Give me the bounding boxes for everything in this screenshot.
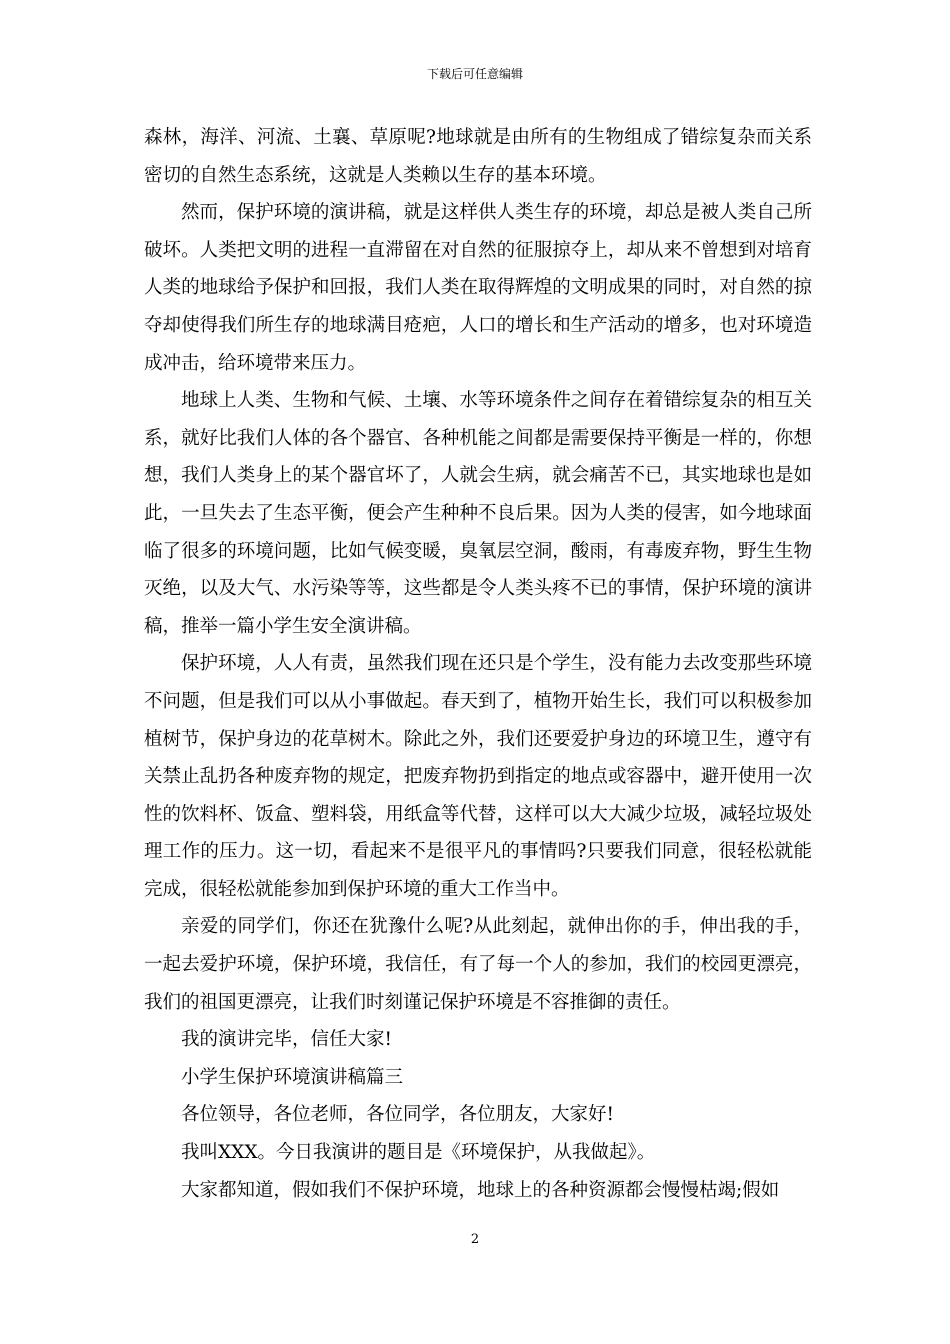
section-heading: 小学生保护环境演讲稿篇三 [181, 1066, 404, 1088]
greeting: 各位领导，各位老师，各位同学，各位朋友，大家好! [181, 1104, 614, 1126]
header-text: 下载后可任意编辑 [426, 67, 523, 81]
paragraph: 然而，保护环境的演讲稿，就是这样供人类生存的环境，却总是被人类自己所破坏。人类把文明的进程一直滞留在对自然的征服掠夺上，却从来不曾想到对培育人类的地球给予保护和回报，我们人类在取得辉煌的文明成果的同时，对自然的掠夺却使得我们所生存的地球满目疮疤，人口的增长和生产活动的增多，也对环境造成冲击，给环境带来压力。 [144, 202, 812, 374]
paragraph: 亲爱的同学们，你还在犹豫什么呢?从此刻起，就伸出你的手，伸出我的手，一起去爱护环境，保护环境，我信任，有了每一个人的参加，我们的校园更漂亮，我们的祖国更漂亮，让我们时刻谨记保护环境是不容推御的责任。 [144, 916, 812, 1013]
paragraph-continuation: 森林，海洋、河流、土襄、草原呢?地球就是由所有的生物组成了错综复杂而关系密切的自然生态系统，这就是人类赖以生存的基本环境。 [144, 127, 812, 186]
paragraph: 我叫XXX。今日我演讲的题目是《环境保护，从我做起》。 [181, 1142, 656, 1164]
document-body [144, 119, 812, 1209]
paragraph: 我的演讲完毕，信任大家! [181, 1029, 392, 1051]
page-header [0, 66, 950, 82]
paragraph: 大家都知道，假如我们不保护环境，地球上的各种资源都会慢慢枯竭;假如 [181, 1179, 780, 1201]
paragraph: 地球上人类、生物和气候、土壤、水等环境条件之间存在着错综复杂的相互关系，就好比我们人体的各个器官、各种机能之间都是需要保持平衡是一样的，你想想，我们人类身上的某个器官坏了，人就会生病，就会痛苦不已，其实地球也是如此，一旦失去了生态平衡，便会产生种种不良后果。因为人类的侵害，如今地球面临了很多的环境问题，比如气候变暖，臭氧层空洞，酸雨，有毒废弃物，野生生物灭绝，以及大气、水污染等等，这些都是令人类头疼不已的事情，保护环境的演讲稿，推举一篇小学生安全演讲稿。 [144, 390, 812, 637]
paragraph: 保护环境，人人有责，虽然我们现在还只是个学生，没有能力去改变那些环境不问题，但是我们可以从小事做起。春天到了，植物开始生长，我们可以积极参加植树节，保护身边的花草树木。除此之外，我们还要爱护身边的环境卫生，遵守有关禁止乱扔各种废弃物的规定，把废弃物扔到指定的地点或容器中，避开使用一次性的饮料杯、饭盒、塑料袋，用纸盒等代替，这样可以大大减少垃圾，减轻垃圾处理工作的压力。这一切，看起来不是很平凡的事情吗?只要我们同意，很轻松就能完成，很轻松就能参加到保护环境的重大工作当中。 [144, 653, 812, 900]
page-footer [0, 1232, 950, 1248]
page-number: 2 [470, 1232, 480, 1247]
